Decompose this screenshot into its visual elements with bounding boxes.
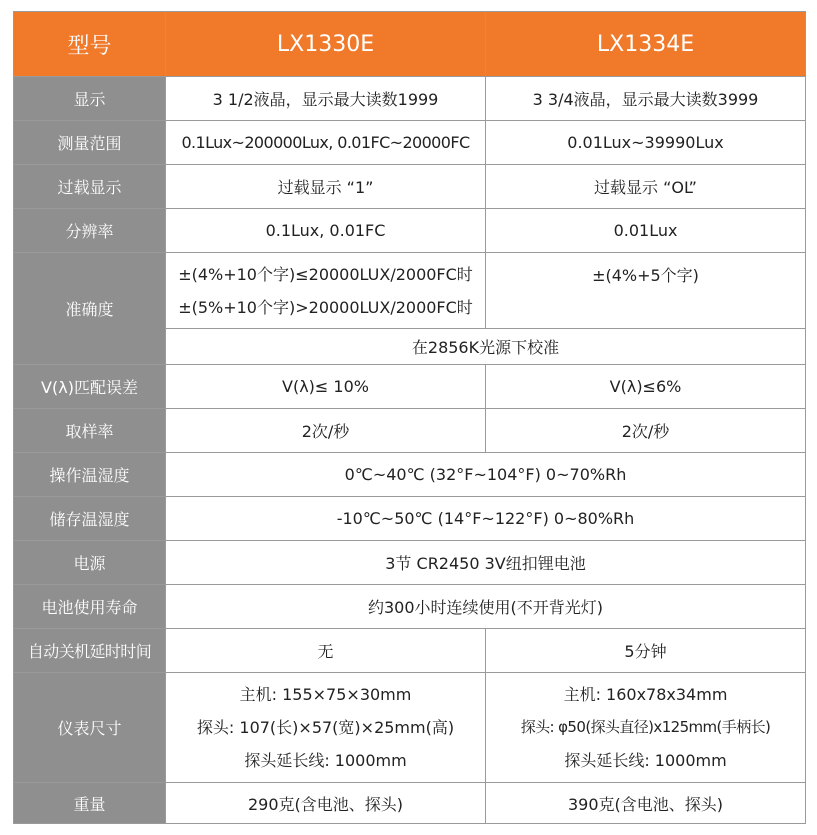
accuracy-lx1330e-line1: ±(4%+10个字)≤20000LUX/2000FC时 [178,264,473,284]
row-label-battery-life: 电池使用寿命 [14,585,166,629]
dimensions-lx1334e-line1: 主机: 160x78x34mm [563,685,728,704]
row-label-operating: 操作温湿度 [14,453,166,497]
overload-lx1334e: 过载显示 “OL” [486,165,806,209]
resolution-lx1330e: 0.1Lux, 0.01FC [166,209,486,253]
overload-lx1330e: 过载显示 “1” [166,165,486,209]
spec-table [13,11,806,824]
accuracy-lx1334e: ±(4%+5个字) [486,253,806,329]
row-resolution [14,209,806,253]
dimensions-lx1334e-line3: 探头延长线: 1000mm [564,751,727,770]
row-label-display: 显示 [14,77,166,121]
dimensions-lx1330e-line1: 主机: 155×75×30mm [239,685,412,704]
row-label-dimensions: 仪表尺寸 [14,673,166,783]
power-value: 3节 CR2450 3V纽扣锂电池 [166,541,806,585]
sampling-lx1334e: 2次/秒 [486,409,806,453]
row-auto-off [14,629,806,673]
row-label-auto-off: 自动关机延时时间 [14,629,166,673]
accuracy-note: 在2856K光源下校准 [166,329,806,365]
row-display [14,77,806,121]
row-overload [14,165,806,209]
auto-off-lx1330e: 无 [166,629,486,673]
row-label-vlambda: V(λ)匹配误差 [14,365,166,409]
row-weight [14,783,806,824]
dimensions-lx1330e-line3: 探头延长线: 1000mm [244,751,407,770]
dimensions-lx1330e [166,673,486,783]
dimensions-lx1334e-line2: 探头: φ50(探头直径)x125mm(手柄长) [520,718,771,736]
storage-value: -10℃~50℃ (14°F~122°F) 0~80%Rh [166,497,806,541]
header-lx1334e: LX1334E [486,12,806,77]
row-label-storage: 储存温湿度 [14,497,166,541]
header-lx1330e: LX1330E [166,12,486,77]
dimensions-lx1334e [486,673,806,783]
accuracy-lx1330e-line2: ±(5%+10个字)>20000LUX/2000FC时 [178,297,473,317]
weight-lx1330e: 290克(含电池、探头) [166,783,486,824]
row-label-power: 电源 [14,541,166,585]
auto-off-lx1334e: 5分钟 [486,629,806,673]
vlambda-lx1330e: V(λ)≤ 10% [166,365,486,409]
row-label-overload: 过载显示 [14,165,166,209]
resolution-lx1334e: 0.01Lux [486,209,806,253]
sampling-lx1330e: 2次/秒 [166,409,486,453]
header-row [14,12,806,77]
range-lx1330e: 0.1Lux~200000Lux, 0.01FC~20000FC [166,121,486,165]
row-sampling [14,409,806,453]
header-model-label: 型号 [14,12,166,77]
battery-life-value: 约300小时连续使用(不开背光灯) [166,585,806,629]
range-lx1334e: 0.01Lux~39990Lux [486,121,806,165]
weight-lx1334e: 390克(含电池、探头) [486,783,806,824]
row-power [14,541,806,585]
operating-value: 0℃~40℃ (32°F~104°F) 0~70%Rh [166,453,806,497]
display-lx1334e: 3 3/4液晶，显示最大读数3999 [486,77,806,121]
row-label-weight: 重量 [14,783,166,824]
row-vlambda [14,365,806,409]
row-range [14,121,806,165]
accuracy-lx1330e [166,253,486,329]
row-label-sampling: 取样率 [14,409,166,453]
row-dimensions [14,673,806,783]
row-accuracy [14,253,806,329]
display-lx1330e: 3 1/2液晶，显示最大读数1999 [166,77,486,121]
row-storage [14,497,806,541]
row-battery-life [14,585,806,629]
row-label-range: 测量范围 [14,121,166,165]
vlambda-lx1334e: V(λ)≤6% [486,365,806,409]
row-label-resolution: 分辨率 [14,209,166,253]
dimensions-lx1330e-line2: 探头: 107(长)×57(宽)×25mm(高) [196,718,455,737]
row-operating [14,453,806,497]
row-label-accuracy: 准确度 [14,253,166,365]
